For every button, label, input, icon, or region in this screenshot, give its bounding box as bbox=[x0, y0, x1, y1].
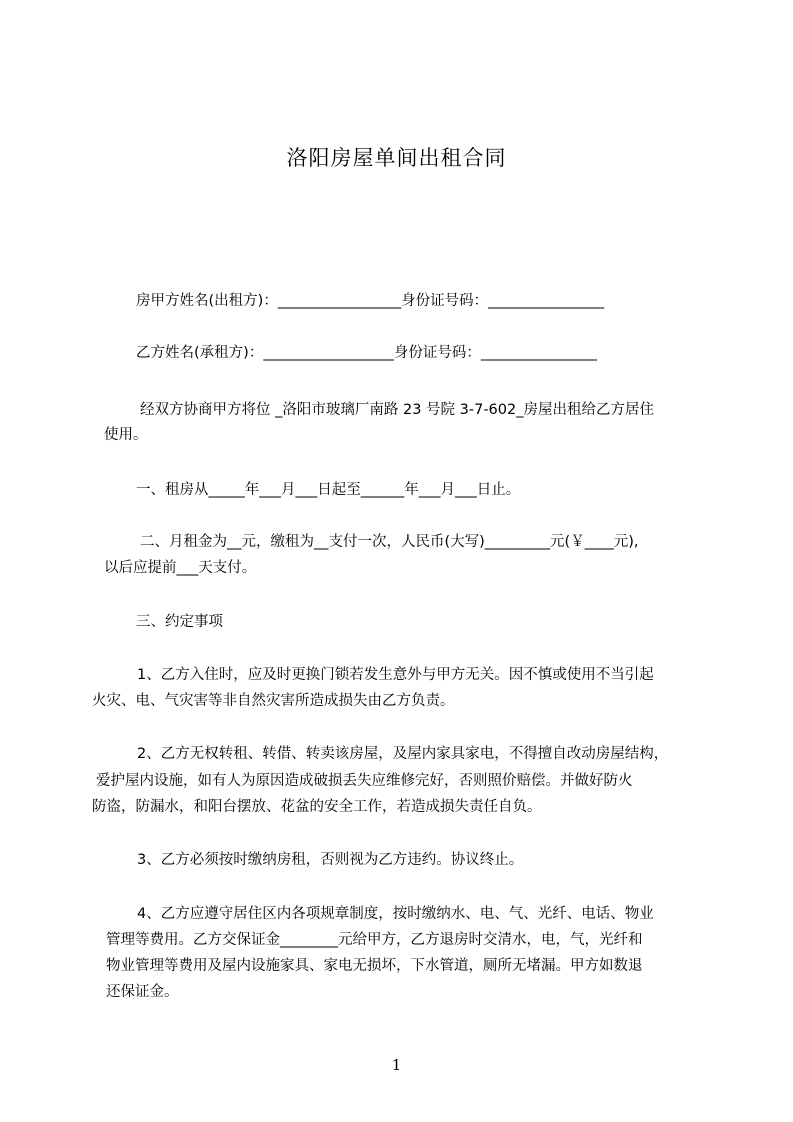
item-4-line-4: 还保证金。 bbox=[106, 984, 179, 1000]
item-2-line-2: 爱护屋内设施，如有人为原因造成破损丢失应维修完好，否则照价赔偿。并做好防火 bbox=[96, 773, 633, 789]
party-a-line: 房甲方姓名(出租方)：_________________身份证号码：________________ bbox=[136, 293, 605, 309]
item-2-line-3: 防盗，防漏水，和阳台摆放、花盆的安全工作，若造成损失责任自负。 bbox=[92, 799, 542, 815]
item-1-line-1: 1、乙方入住时，应及时更换门锁若发生意外与甲方无关。因不慎或使用不当引起 bbox=[137, 667, 654, 683]
party-b-line: 乙方姓名(承租方)：__________________身份证号码：________________ bbox=[136, 345, 597, 361]
clause-1: 一、租房从_____年___月___日起至______年___月___日止。 bbox=[136, 482, 521, 498]
page-number: 1 bbox=[391, 1056, 402, 1074]
intro-line-2: 使用。 bbox=[104, 427, 148, 443]
clause-2-line-1: 二、月租金为__元，缴租为__支付一次，人民币(大写)_________元(￥____元), bbox=[140, 534, 639, 550]
item-2-line-1: 2、乙方无权转租、转借、转卖该房屋，及屋内家具家电，不得擅自改动房屋结构， bbox=[137, 746, 669, 762]
item-3: 3、乙方必须按时缴纳房租，否则视为乙方违约。协议终止。 bbox=[137, 852, 524, 868]
document-title: 洛阳房屋单间出租合同 bbox=[286, 146, 507, 170]
item-4-line-3: 物业管理等费用及屋内设施家具、家电无损坏，下水管道，厕所无堵漏。甲方如数退 bbox=[106, 958, 643, 974]
item-4-line-1: 4、乙方应遵守居住区内各项规章制度，按时缴纳水、电、气、光纤、电话、物业 bbox=[137, 906, 654, 922]
item-1-line-2: 火灾、电、气灾害等非自然灾害所造成损失由乙方负责。 bbox=[92, 693, 455, 709]
intro-line-1: 经双方协商甲方将位 _洛阳市玻璃厂南路 23 号院 3-7-602_房屋出租给乙方居住 bbox=[140, 402, 654, 418]
clause-3-heading: 三、约定事项 bbox=[136, 614, 223, 630]
item-4-line-2: 管理等费用。乙方交保证金________元给甲方，乙方退房时交清水，电，气，光纤和 bbox=[106, 932, 643, 948]
clause-2-line-2: 以后应提前___天支付。 bbox=[104, 560, 257, 576]
